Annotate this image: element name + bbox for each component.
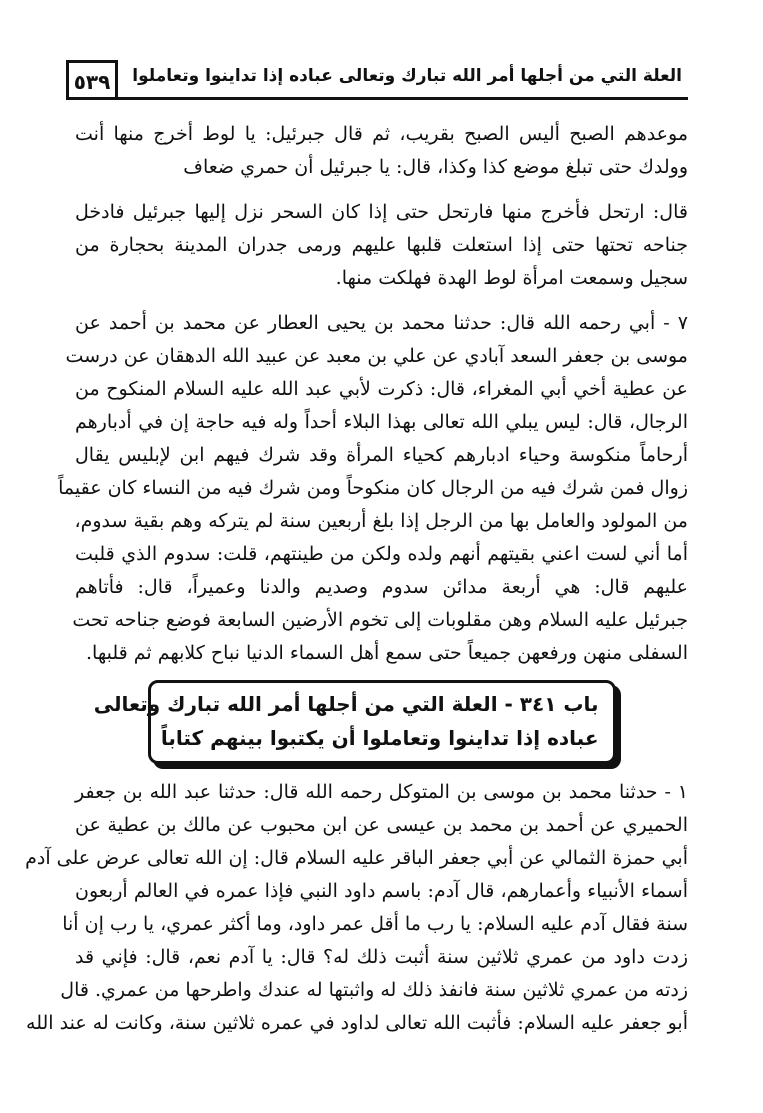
text-line: أما أني لست اعني بقيتهم أنهم ولده ولكن من طينتهم، قلت: سدوم الذي قلبت bbox=[75, 543, 688, 565]
paragraph-3 bbox=[58, 307, 688, 670]
text-line: سنة فقال آدم عليه السلام: يا رب ما أقل عمر داود، وما أكثر عمري، يا رب إن أنا bbox=[62, 913, 688, 935]
header-rule bbox=[66, 97, 688, 100]
text-line: موعدهم الصبح أليس الصبح بقريب، ثم قال جبرئيل: يا لوط أخرج منها أنت bbox=[75, 123, 688, 145]
paragraph-4 bbox=[25, 776, 688, 1040]
text-line: زوال فمن شرك فيه من الرجال كان منكوحاً ومن شرك فيه من النساء كان عقيماً bbox=[58, 477, 688, 499]
text-line: السفلى منهن ورفعهن جميعاً حتى سمع أهل السماء الدنيا نباح كلابهم ثم قلبها. bbox=[86, 642, 688, 664]
paragraph-1 bbox=[75, 118, 688, 184]
running-header-title: العلة التي من أجلها أمر الله تبارك وتعالى عباده إذا تداينوا وتعاملوا bbox=[132, 66, 682, 86]
text-line: ٧ - أبي رحمه الله قال: حدثنا محمد بن يحيى العطار عن محمد بن أحمد عن bbox=[75, 312, 688, 334]
text-line: ١ - حدثنا محمد بن موسى بن المتوكل رحمه الله قال: حدثنا عبد الله بن جعفر bbox=[75, 781, 688, 803]
chapter-heading-box bbox=[93, 680, 616, 764]
text-line: من المولود والعامل بها من الرجل إذا بلغ أربعين سنة لم يتركه وهم بقية سدوم، bbox=[74, 510, 688, 532]
text-line: عن عطية أخي أبي المغراء، قال: ذكرت لأبي عبد الله عليه السلام المنكوح من bbox=[75, 378, 688, 400]
text-line: الحميري عن أحمد بن محمد بن عيسى عن ابن محبوب عن مالك بن عطية عن bbox=[75, 814, 688, 836]
text-line: أبي حمزة الثمالي عن أبي جعفر الباقر عليه السلام قال: إن الله تعالى عرض على آدم bbox=[25, 847, 688, 869]
text-line: أبو جعفر عليه السلام: فأثبت الله تعالى لداود في عمره ثلاثين سنة، وكانت له عند الله bbox=[26, 1012, 688, 1034]
paragraph-2 bbox=[75, 196, 688, 295]
text-line: أرحاماً منكوسة وحياء ادبارهم كحياء المرأة وقد شرك فيهم ابن لإبليس يقال bbox=[75, 444, 688, 466]
text-line: سجيل وسمعت امرأة لوط الهدة فهلكت منها. bbox=[335, 267, 688, 289]
text-line: أسماء الأنبياء وأعمارهم، قال آدم: باسم داود النبي فإذا عمره في العالم أربعون bbox=[75, 880, 688, 902]
running-header bbox=[66, 60, 688, 100]
text-line: جبرئيل عليه السلام وهن مقلوبات إلى تخوم الأرضين السابعة فوضع جناحه تحت bbox=[72, 609, 688, 631]
chapter-heading-line-2: عباده إذا تداينوا وتعاملوا أن يكتبوا بينهم كتاباً bbox=[160, 726, 599, 750]
text-line: الرجال، قال: ليس يبلي الله تعالى بهذا البلاء أحداً وله فيه حاجة إن في أدبارهم bbox=[75, 411, 688, 433]
text-line: زدت داود من عمري ثلاثين سنة أثبت ذلك له؟ قال: يا آدم نعم، قال: فإني قد bbox=[75, 946, 688, 968]
text-line: زدته من عمري ثلاثين سنة فانفذ ذلك له واثبتها له عندك واطرحها من عمري. قال bbox=[60, 979, 688, 1001]
page-number-box bbox=[66, 60, 118, 100]
chapter-heading-line-1: باب ٣٤١ - العلة التي من أجلها أمر الله تبارك وتعالى bbox=[93, 692, 599, 716]
text-line: وولدك حتى تبلغ موضع كذا وكذا، قال: يا جبرئيل أن حمري ضعاف bbox=[183, 156, 688, 178]
page-body bbox=[25, 118, 688, 1040]
text-line: موسى بن جعفر السعد آبادي عن علي بن معبد عن عبيد الله الدهقان عن درست bbox=[65, 345, 688, 367]
page-number: ٥٣٩ bbox=[73, 69, 111, 94]
text-line: عليهم قال: هي أربعة مدائن سدوم وصديم والدنا وعميراً، قال: فأتاهم bbox=[75, 576, 688, 598]
text-line: جناحه تحتها حتى إذا استعلت قلبها عليهم ورمى جدران المدينة بحجارة من bbox=[75, 234, 688, 256]
text-line: قال: ارتحل فأخرج منها فارتحل حتى إذا كان السحر نزل إليها جبرئيل فادخل bbox=[75, 201, 688, 223]
